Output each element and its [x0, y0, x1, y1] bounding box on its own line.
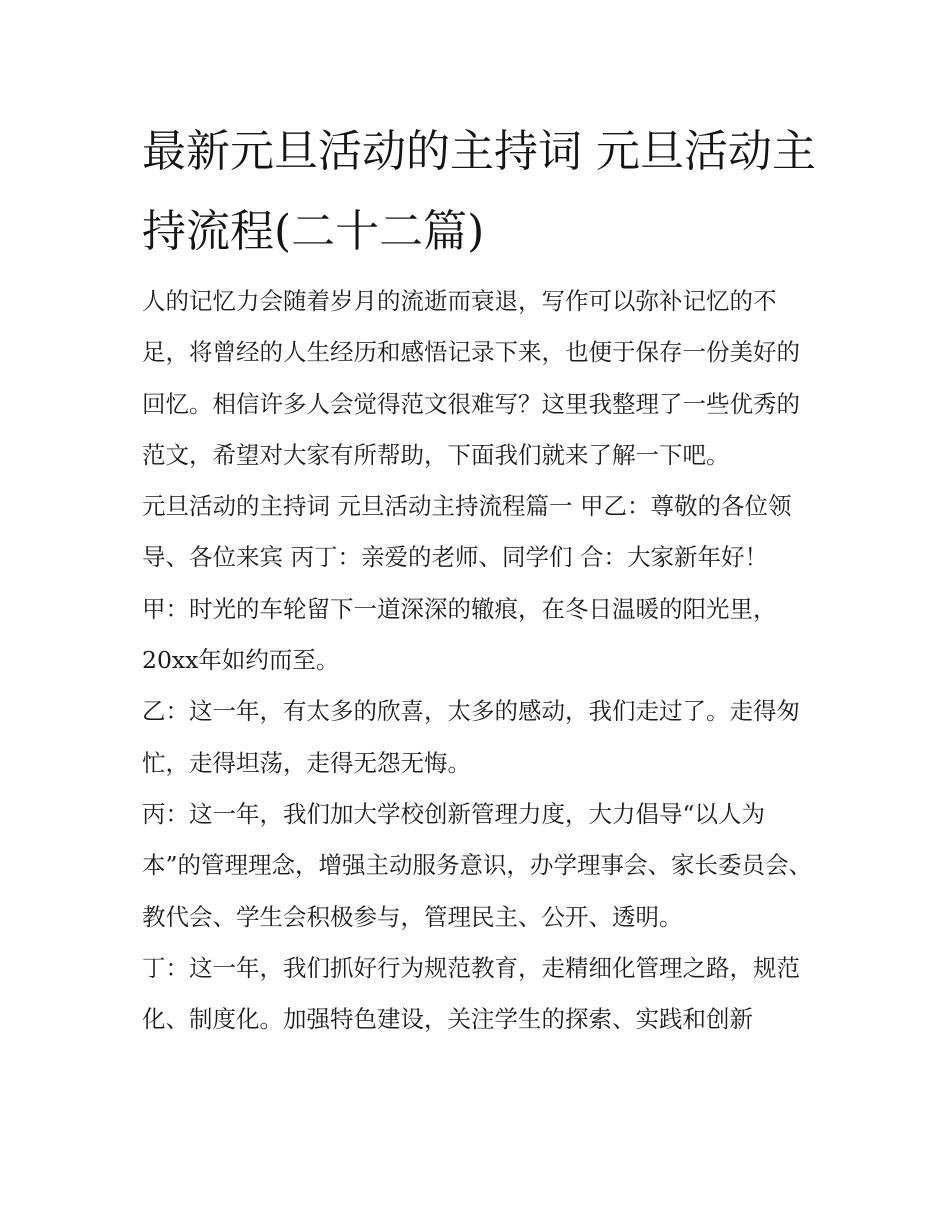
- paragraph-yi: 乙：这一年，有太多的欣喜，太多的感动，我们走过了。走得匆忙，走得坦荡，走得无怨无悔。: [142, 697, 800, 777]
- paragraph-ding: 丁：这一年，我们抓好行为规范教育，走精细化管理之路，规范化、制度化。加强特色建设，关注学生的探索、实践和创新: [142, 953, 800, 1034]
- document-body: [142, 276, 814, 1045]
- document-title: 最新元旦活动的主持词 元旦活动主持流程(二十二篇): [142, 126, 816, 257]
- paragraph-intro: 人的记忆力会随着岁月的流逝而衰退，写作可以弥补记忆的不足，将曾经的人生经历和感悟记录下来，也便于保存一份美好的回忆。相信许多人会觉得范文很难写？这里我整理了一些优秀的范文，希望对大家有所帮助，下面我们就来了解一下吧。: [142, 287, 800, 469]
- paragraph-bing: 丙：这一年，我们加大学校创新管理力度，大力倡导“以人为本”的管理理念，增强主动服务意识，办学理事会、家长委员会、教代会、学生会积极参与，管理民主、公开、透明。: [142, 799, 813, 931]
- paragraph-jia: 甲：时光的车轮留下一道深深的辙痕，在冬日温暖的阳光里，20xx年如约而至。: [142, 594, 777, 675]
- paragraph-greeting: 元旦活动的主持词 元旦活动主持流程篇一 甲乙：尊敬的各位领导、各位来宾 丙丁：亲爱的老师、同学们 合：大家新年好！: [142, 492, 792, 572]
